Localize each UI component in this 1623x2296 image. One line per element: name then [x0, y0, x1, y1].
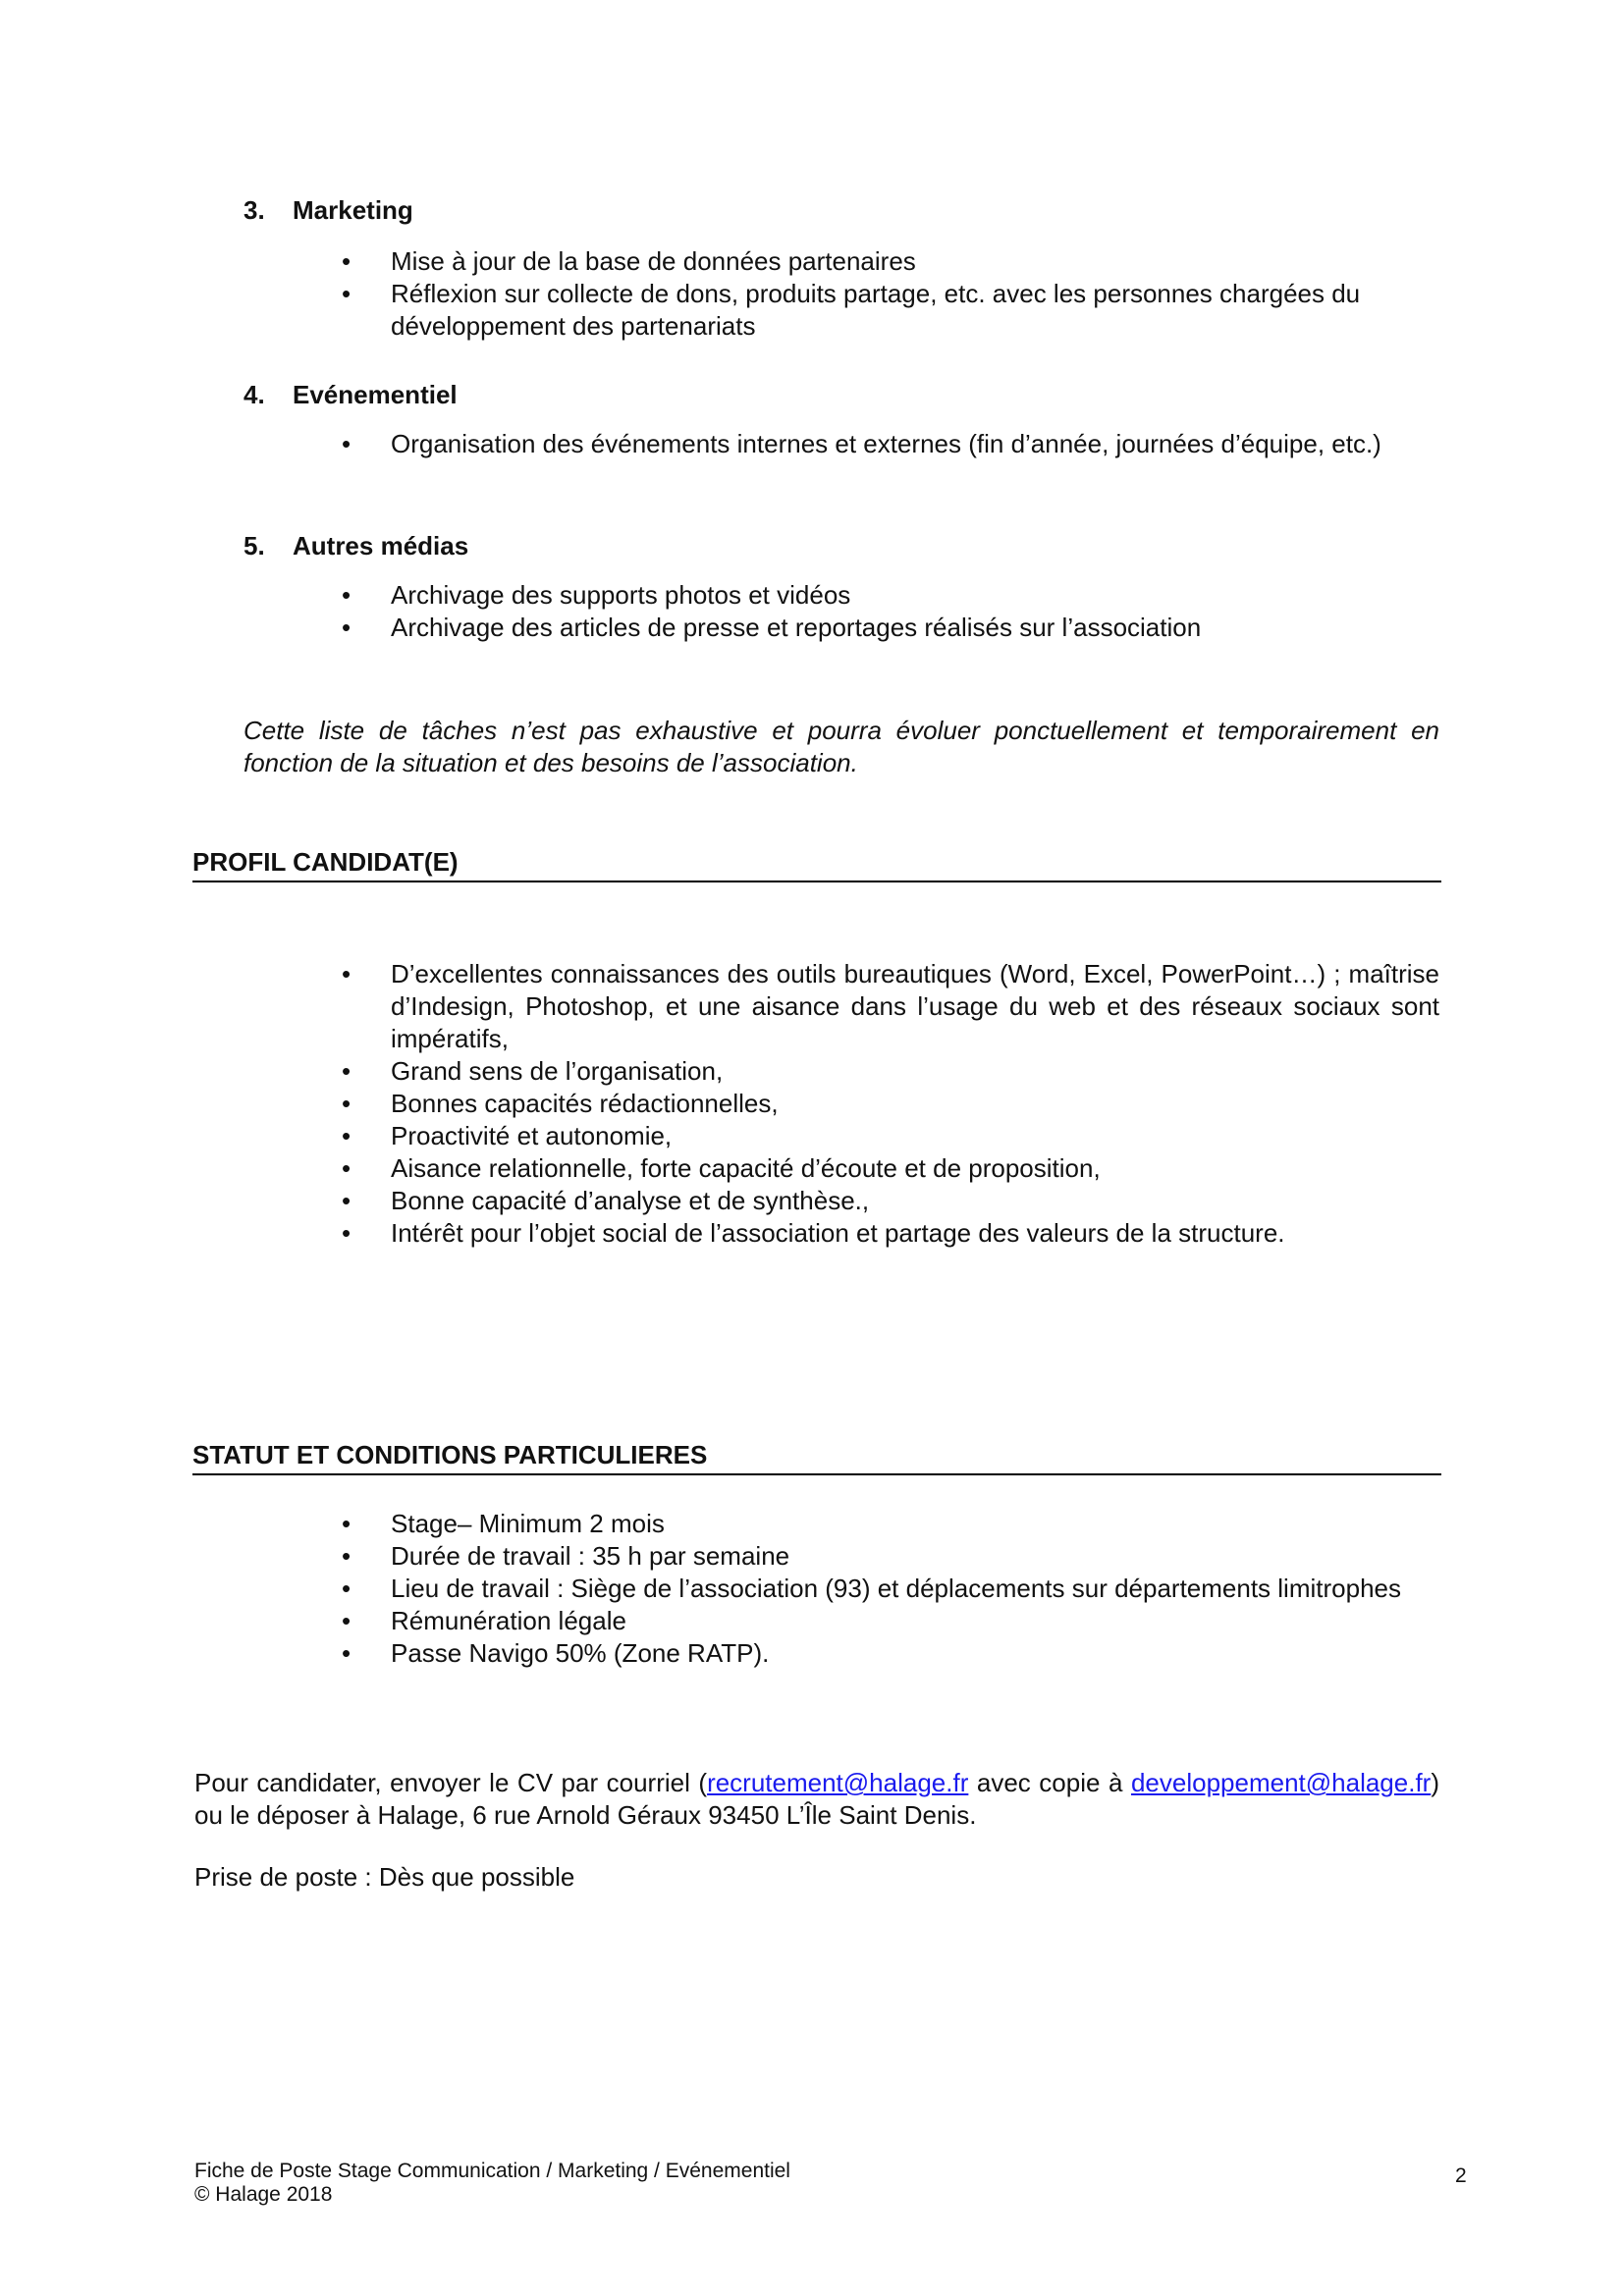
- profil-list: [342, 958, 1439, 1250]
- bullet-icon: •: [342, 429, 352, 458]
- section-5-title: [243, 530, 468, 562]
- footer-copyright: © Halage 2018: [194, 2183, 333, 2206]
- task-list-note: Cette liste de tâches n’est pas exhaustive et pourra évoluer ponctuellement et temporairement en fonction de la situation et des besoins de l’association.: [243, 716, 1439, 777]
- list-item: • Intérêt pour l’objet social de l’association et partage des valeurs de la structure.: [342, 1218, 1285, 1248]
- autres-medias-list: [342, 579, 1439, 644]
- list-item: • Durée de travail : 35 h par semaine: [342, 1541, 790, 1571]
- marketing-list: [342, 245, 1439, 343]
- list-item: • Proactivité et autonomie,: [342, 1121, 673, 1150]
- section-number: 4.: [243, 380, 265, 409]
- footer-title: Fiche de Poste Stage Communication / Marketing / Evénementiel: [194, 2160, 790, 2182]
- application-paragraph: Pour candidater, envoyer le CV par courriel (recrutement@halage.fr avec copie à developpement@halage.fr) ou le déposer à Halage, 6 rue Arnold Géraux 93450 L’Île Saint Denis.: [194, 1768, 1439, 1830]
- section-title: Evénementiel: [293, 380, 458, 409]
- bullet-icon: •: [342, 1509, 352, 1538]
- list-item: • Archivage des supports photos et vidéos: [342, 580, 851, 610]
- evenementiel-list: [342, 428, 1412, 460]
- bullet-icon: •: [342, 246, 352, 276]
- bullet-icon: •: [342, 1541, 352, 1571]
- section-number: 3.: [243, 195, 265, 225]
- list-item: • Lieu de travail : Siège de l’association (93) et déplacements sur départements limitrophes: [342, 1574, 1401, 1603]
- list-item: • Archivage des articles de presse et reportages réalisés sur l’association: [342, 613, 1202, 642]
- list-item: • Organisation des événements internes et externes (fin d’année, journées d’équipe, etc.): [342, 429, 1381, 458]
- bullet-icon: •: [342, 279, 352, 308]
- list-item: • Passe Navigo 50% (Zone RATP).: [342, 1638, 770, 1668]
- bullet-icon: •: [342, 1121, 352, 1150]
- bullet-icon: •: [342, 1606, 352, 1635]
- section-3-title: [243, 194, 413, 227]
- list-item: • Grand sens de l’organisation,: [342, 1056, 724, 1086]
- statut-list: [342, 1508, 1412, 1670]
- bullet-icon: •: [342, 580, 352, 610]
- bullet-icon: •: [342, 1574, 352, 1603]
- list-item: • Aisance relationnelle, forte capacité d’écoute et de proposition,: [342, 1153, 1101, 1183]
- section-4-title: [243, 379, 458, 411]
- footer: [194, 2160, 790, 2207]
- section-title: Marketing: [293, 195, 413, 225]
- list-item: • Bonnes capacités rédactionnelles,: [342, 1089, 779, 1118]
- recrutement-email-link[interactable]: recrutement@halage.fr: [707, 1768, 969, 1797]
- page-number: 2: [1455, 2164, 1467, 2187]
- list-item: • Réflexion sur collecte de dons, produits partage, etc. avec les personnes chargées du développement des partenariats: [342, 279, 1361, 341]
- section-number: 5.: [243, 531, 265, 561]
- list-item: • D’excellentes connaissances des outils bureautiques (Word, Excel, PowerPoint…) ; maîtrise d’Indesign, Photoshop, et une aisance dans l’usage du web et des réseaux sociaux sont impératifs,: [342, 959, 1439, 1053]
- bullet-icon: •: [342, 959, 352, 988]
- bullet-icon: •: [342, 1218, 352, 1248]
- profil-heading: PROFIL CANDIDAT(E): [192, 846, 1441, 882]
- bullet-icon: •: [342, 613, 352, 642]
- start-date: Prise de poste : Dès que possible: [194, 1862, 575, 1892]
- list-item: • Stage– Minimum 2 mois: [342, 1509, 665, 1538]
- bullet-icon: •: [342, 1089, 352, 1118]
- list-item: • Rémunération légale: [342, 1606, 626, 1635]
- list-item: • Mise à jour de la base de données partenaires: [342, 246, 916, 276]
- bullet-icon: •: [342, 1153, 352, 1183]
- bullet-icon: •: [342, 1638, 352, 1668]
- list-item: • Bonne capacité d’analyse et de synthèse.,: [342, 1186, 870, 1215]
- bullet-icon: •: [342, 1186, 352, 1215]
- bullet-icon: •: [342, 1056, 352, 1086]
- developpement-email-link[interactable]: developpement@halage.fr: [1130, 1768, 1432, 1797]
- statut-heading: STATUT ET CONDITIONS PARTICULIERES: [192, 1439, 1441, 1475]
- section-title: Autres médias: [293, 531, 469, 561]
